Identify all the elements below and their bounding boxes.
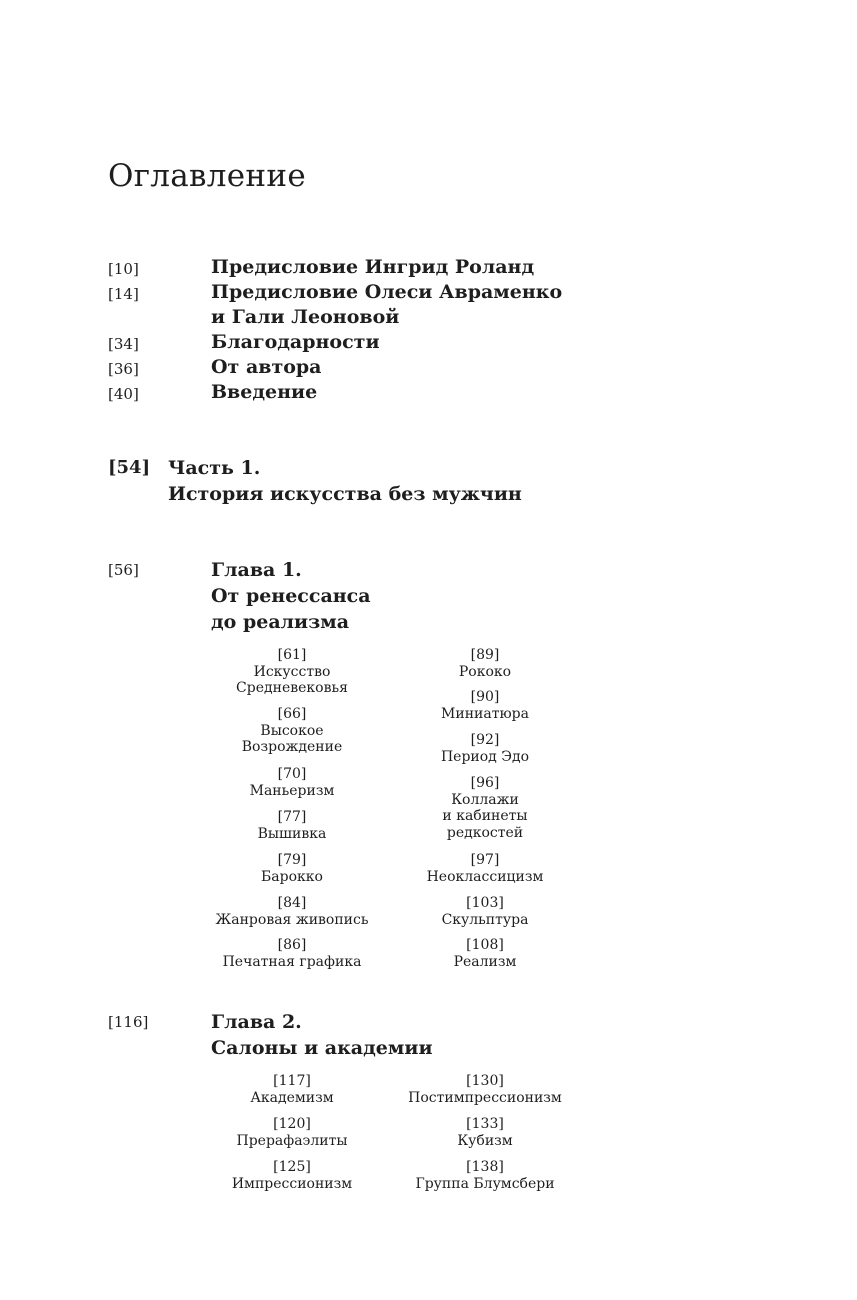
list-item: [84] Жанровая живопись (215, 895, 369, 928)
list-item: [90] Миниатюра (441, 689, 529, 722)
entry-title: Предисловие Ингрид Роланд (211, 256, 535, 278)
list-item: [117] Академизм (250, 1073, 334, 1106)
entry-title: От автора (211, 356, 322, 378)
page-number: [36] (108, 360, 139, 378)
list-item: [66] Высокое Возрождение (241, 706, 343, 755)
list-item: [138] Группа Блумсбери (415, 1159, 555, 1192)
toc-entry (108, 355, 708, 380)
list-item: [103] Скульптура (441, 895, 529, 928)
toc-entry (108, 280, 708, 330)
list-item: [89] Рококо (458, 647, 512, 680)
chapter-title: Глава 2. Салоны и академии (211, 1011, 433, 1059)
list-item: [97] Неоклассицизм (426, 852, 544, 885)
list-item: [79] Барокко (261, 852, 323, 885)
page-number: [54] (108, 457, 151, 478)
page-number: [34] (108, 335, 139, 353)
entry-title: Благодарности (211, 331, 380, 353)
toc-entry (108, 380, 708, 405)
page-number: [40] (108, 385, 139, 403)
list-item: [133] Кубизм (457, 1116, 513, 1149)
list-item: [61] Искусство Средневековья (236, 647, 348, 696)
list-item: [77] Вышивка (257, 809, 327, 842)
chapter-title: Глава 1. От ренессанса до реализма (211, 559, 371, 633)
list-item: [125] Импрессионизм (231, 1159, 353, 1192)
toc-entry (108, 255, 708, 280)
list-item: [96] Коллажи и кабинеты редкостей (442, 775, 528, 841)
page-number: [56] (108, 561, 139, 579)
part-title: Часть 1. История искусства без мужчин (168, 457, 522, 505)
page-number: [116] (108, 1013, 149, 1031)
list-item: [120] Прерафаэлиты (236, 1116, 348, 1149)
chapter-2-heading (108, 1009, 728, 1061)
list-item: [92] Период Эдо (440, 732, 530, 765)
page-title: Оглавление (108, 158, 306, 194)
part-heading (108, 455, 728, 507)
toc-entry (108, 330, 708, 355)
page-number: [10] (108, 260, 139, 278)
front-matter-list (108, 255, 708, 405)
entry-title: Введение (211, 381, 318, 403)
list-item: [86] Печатная графика (222, 937, 362, 970)
list-item: [70] Маньеризм (249, 766, 335, 799)
page-number: [14] (108, 285, 139, 303)
entry-title: Предисловие Олеси Авраменко и Гали Леоновой (211, 281, 563, 328)
list-item: [130] Постимпрессионизм (408, 1073, 562, 1106)
chapter-1-heading (108, 557, 728, 635)
list-item: [108] Реализм (453, 937, 517, 970)
